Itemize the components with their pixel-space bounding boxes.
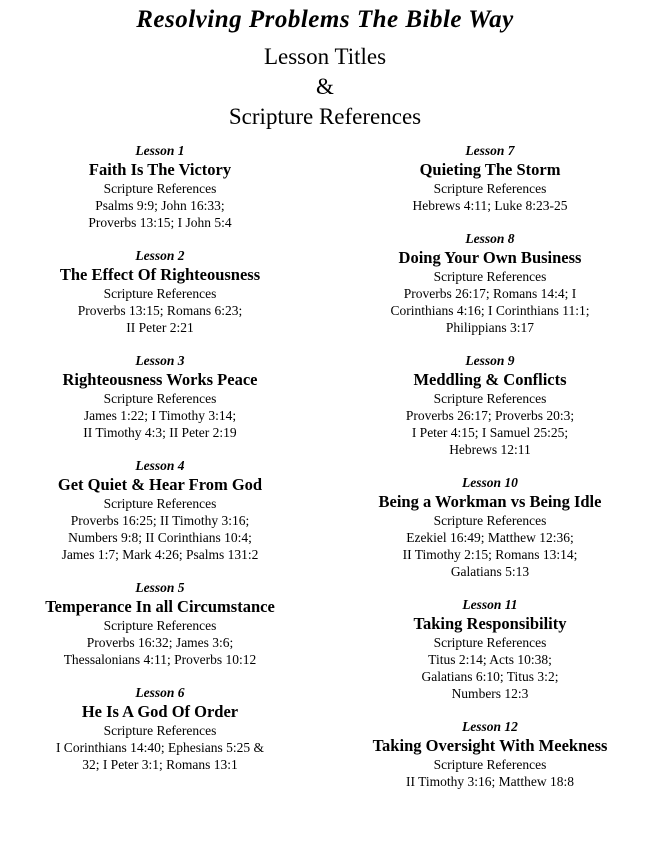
scripture-references-heading: Scripture References — [103, 618, 217, 633]
lesson-block — [0, 579, 320, 668]
scripture-reference-line: Thessalonians 4:11; Proverbs 10:12 — [63, 652, 257, 667]
scripture-reference-line: I Peter 4:15; I Samuel 25:25; — [411, 425, 569, 440]
lesson-title: Taking Responsibility — [413, 614, 567, 633]
lesson-block — [0, 684, 320, 773]
scripture-reference-line: Psalms 9:9; John 16:33; — [95, 198, 225, 213]
scripture-reference-line: Proverbs 26:17; Proverbs 20:3; — [405, 408, 575, 423]
lesson-number: Lesson 6 — [135, 685, 185, 700]
lesson-title: Doing Your Own Business — [398, 248, 582, 267]
scripture-reference-line: Hebrews 12:11 — [449, 442, 531, 457]
lesson-number: Lesson 12 — [462, 719, 518, 734]
lesson-title: Quieting The Storm — [419, 160, 561, 179]
scripture-reference-line: Hebrews 4:11; Luke 8:23-25 — [412, 198, 568, 213]
scripture-reference-line: Ezekiel 16:49; Matthew 12:36; — [406, 530, 574, 545]
lesson-block — [330, 718, 650, 790]
scripture-reference-line: Proverbs 13:15; I John 5:4 — [88, 215, 232, 230]
scripture-reference-line: II Timothy 2:15; Romans 13:14; — [402, 547, 578, 562]
lesson-number: Lesson 7 — [465, 143, 515, 158]
lesson-number: Lesson 5 — [135, 580, 185, 595]
lesson-block — [0, 247, 320, 336]
lesson-title: Get Quiet & Hear From God — [57, 475, 263, 494]
lesson-number: Lesson 9 — [465, 353, 515, 368]
lesson-title: Meddling & Conflicts — [413, 370, 567, 389]
lesson-block — [330, 352, 650, 458]
scripture-reference-line: Galatians 5:13 — [450, 564, 530, 579]
page-title-line-3: Scripture References — [228, 104, 422, 129]
scripture-reference-line: Philippians 3:17 — [445, 320, 535, 335]
scripture-reference-line: II Timothy 4:3; II Peter 2:19 — [83, 425, 237, 440]
scripture-references-heading: Scripture References — [433, 181, 547, 196]
lesson-number: Lesson 8 — [465, 231, 515, 246]
scripture-references-heading: Scripture References — [433, 635, 547, 650]
lesson-block — [0, 457, 320, 563]
scripture-references-heading: Scripture References — [433, 269, 547, 284]
page-title-ampersand: & — [316, 74, 334, 99]
lesson-number: Lesson 11 — [462, 597, 518, 612]
lesson-title: Taking Oversight With Meekness — [372, 736, 608, 755]
lesson-title: Being a Workman vs Being Idle — [378, 492, 602, 511]
lesson-block — [0, 142, 320, 231]
scripture-reference-line: Galatians 6:10; Titus 3:2; — [421, 669, 559, 684]
scripture-references-heading: Scripture References — [103, 723, 217, 738]
lesson-number: Lesson 1 — [135, 143, 185, 158]
series-title: Resolving Problems The Bible Way — [136, 6, 514, 33]
scripture-reference-line: II Peter 2:21 — [126, 320, 194, 335]
lesson-block — [330, 596, 650, 702]
scripture-reference-line: Proverbs 16:25; II Timothy 3:16; — [70, 513, 250, 528]
lesson-title: Faith Is The Victory — [88, 160, 232, 179]
lesson-number: Lesson 2 — [135, 248, 185, 263]
scripture-references-heading: Scripture References — [103, 496, 217, 511]
lessons-left-column — [0, 142, 320, 789]
lesson-block — [0, 352, 320, 441]
scripture-references-heading: Scripture References — [103, 181, 217, 196]
lesson-number: Lesson 10 — [462, 475, 518, 490]
scripture-references-heading: Scripture References — [103, 391, 217, 406]
scripture-reference-line: I Corinthians 14:40; Ephesians 5:25 & — [55, 740, 265, 755]
lessons-right-column — [330, 142, 650, 806]
scripture-references-heading: Scripture References — [433, 757, 547, 772]
scripture-references-heading: Scripture References — [103, 286, 217, 301]
scripture-reference-line: 32; I Peter 3:1; Romans 13:1 — [82, 757, 238, 772]
scripture-reference-line: Corinthians 4:16; I Corinthians 11:1; — [390, 303, 590, 318]
scripture-reference-line: Numbers 9:8; II Corinthians 10:4; — [68, 530, 252, 545]
lesson-number: Lesson 3 — [135, 353, 185, 368]
scripture-reference-line: Proverbs 13:15; Romans 6:23; — [77, 303, 243, 318]
lesson-block — [330, 142, 650, 214]
lesson-title: Temperance In all Circumstance — [45, 597, 275, 616]
scripture-references-heading: Scripture References — [433, 513, 547, 528]
scripture-reference-line: Proverbs 26:17; Romans 14:4; I — [403, 286, 577, 301]
lesson-block — [330, 230, 650, 336]
lesson-title: He Is A God Of Order — [81, 702, 239, 721]
scripture-reference-line: James 1:7; Mark 4:26; Psalms 131:2 — [61, 547, 259, 562]
scripture-references-heading: Scripture References — [433, 391, 547, 406]
scripture-reference-line: Titus 2:14; Acts 10:38; — [428, 652, 552, 667]
lesson-block — [330, 474, 650, 580]
scripture-reference-line: Proverbs 16:32; James 3:6; — [86, 635, 234, 650]
page-title-line-1: Lesson Titles — [263, 44, 387, 69]
scripture-reference-line: II Timothy 3:16; Matthew 18:8 — [405, 774, 574, 789]
lesson-title: The Effect Of Righteousness — [59, 265, 261, 284]
lesson-title: Righteousness Works Peace — [62, 370, 258, 389]
lesson-number: Lesson 4 — [135, 458, 185, 473]
scripture-reference-line: James 1:22; I Timothy 3:14; — [83, 408, 237, 423]
scripture-reference-line: Numbers 12:3 — [451, 686, 529, 701]
